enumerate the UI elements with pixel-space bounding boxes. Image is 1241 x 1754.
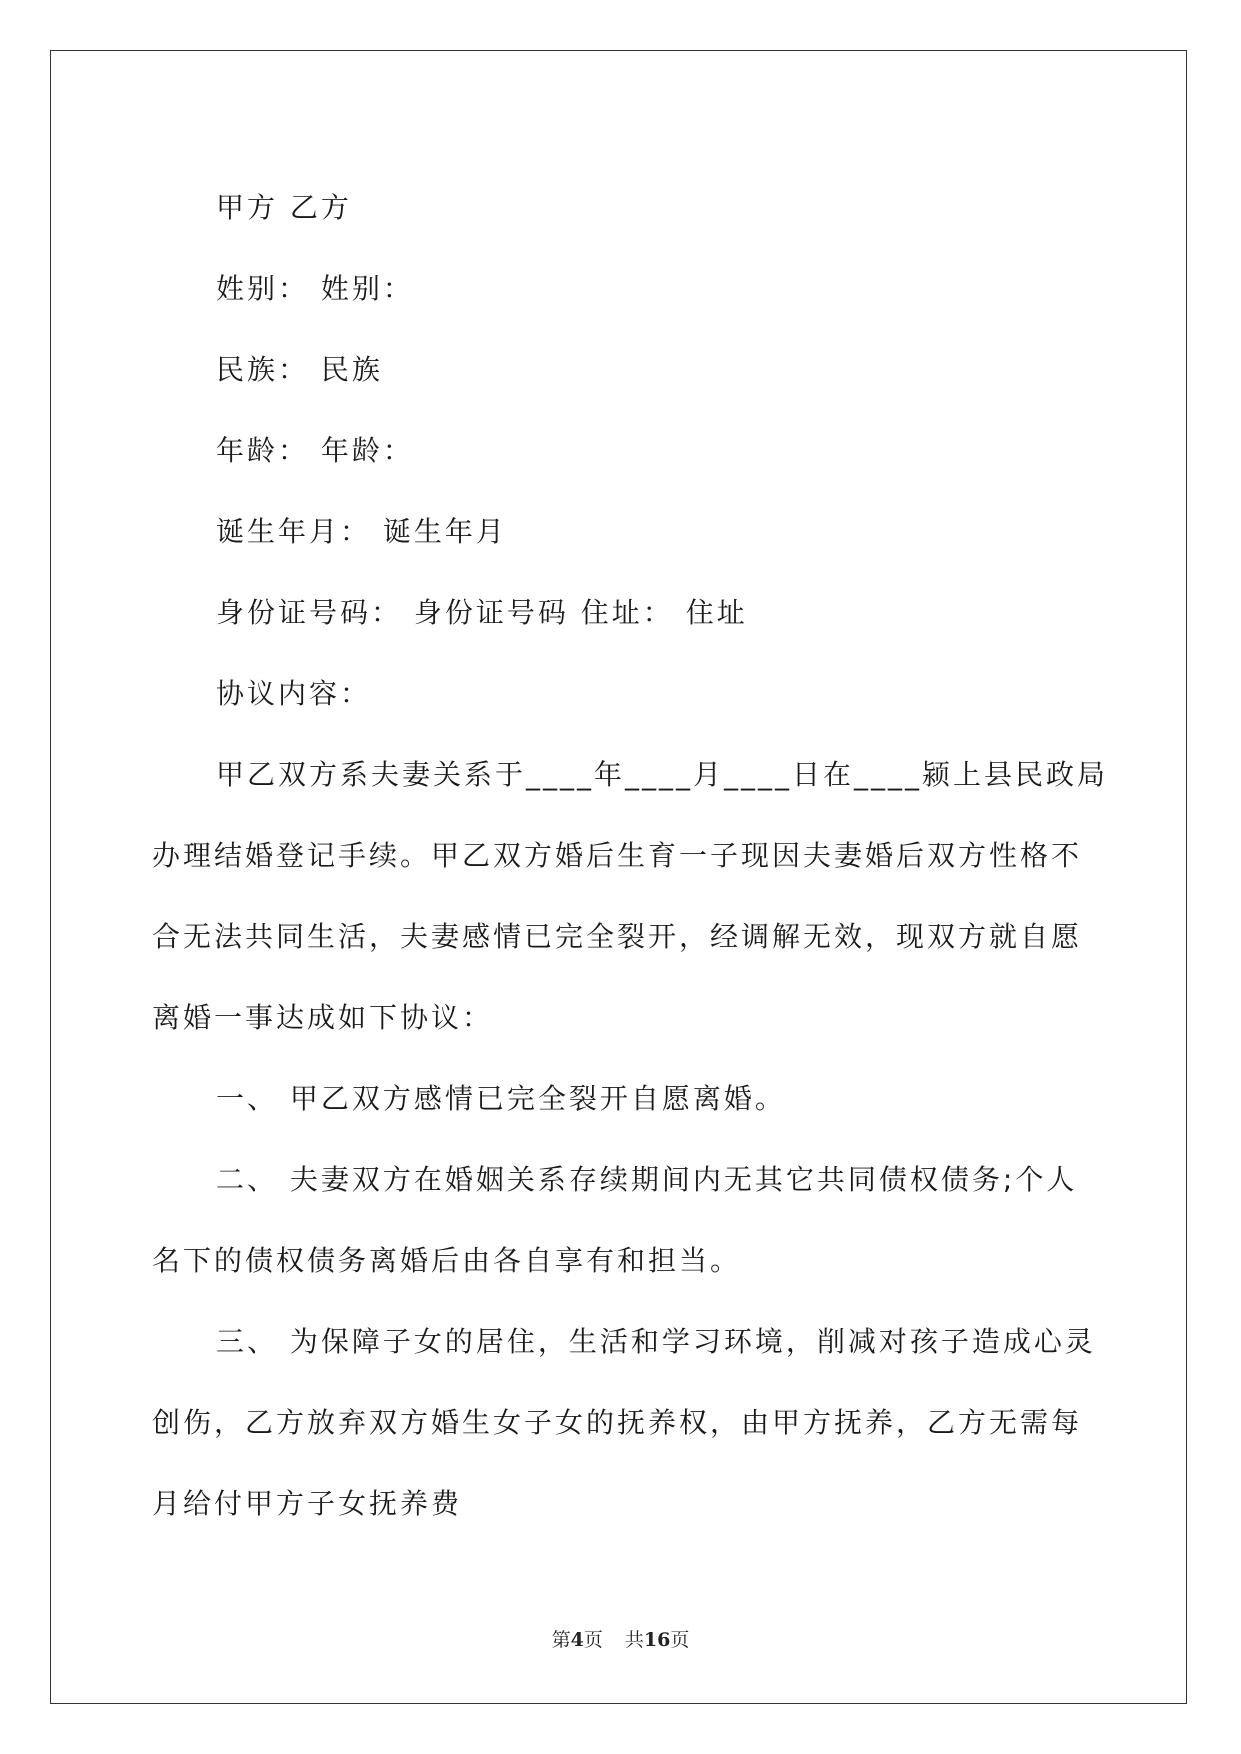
id-address-line: 身份证号码： 身份证号码 住址： 住址 xyxy=(216,596,748,629)
agreement-heading: 协议内容： xyxy=(216,677,372,710)
document-body xyxy=(152,167,1109,1544)
paragraph-intro-line-3: 合无法共同生活，夫妻感情已完全裂开，经调解无效，现双方就自愿 xyxy=(152,920,1083,953)
page-footer xyxy=(0,1625,1241,1652)
clause-3-line-2: 创伤，乙方放弃双方婚生女子女的抚养权，由甲方抚养，乙方无需每 xyxy=(152,1406,1083,1439)
clause-1: 一、 甲乙双方感情已完全裂开自愿离婚。 xyxy=(216,1082,786,1115)
clause-3-line-3: 月给付甲方子女抚养费 xyxy=(152,1487,463,1520)
gender-line: 姓别： 姓别： xyxy=(216,272,414,305)
total-unit: 页 xyxy=(670,1629,690,1651)
total-prefix: 共 xyxy=(624,1629,644,1651)
page-total: 16 xyxy=(643,1629,671,1651)
paragraph-intro-line-1: 甲乙双方系夫妻关系于____年____月____日在____颍上县民政局 xyxy=(216,758,1109,791)
page-prefix: 第 xyxy=(551,1629,571,1651)
party-header: 甲方 乙方 xyxy=(216,191,352,224)
birthdate-line: 诞生年月： 诞生年月 xyxy=(216,515,507,548)
page-current: 4 xyxy=(570,1629,584,1651)
paragraph-intro-line-2: 办理结婚登记手续。甲乙双方婚后生育一子现因夫妻婚后双方性格不 xyxy=(152,839,1083,872)
clause-2-line-1: 二、 夫妻双方在婚姻关系存续期间内无其它共同债权债务;个人 xyxy=(216,1163,1078,1196)
clause-3-line-1: 三、 为保障子女的居住，生活和学习环境，削减对孩子造成心灵 xyxy=(216,1325,1096,1358)
ethnicity-line: 民族： 民族 xyxy=(216,353,383,386)
age-line: 年龄： 年龄： xyxy=(216,434,414,467)
clause-2-line-2: 名下的债权债务离婚后由各自享有和担当。 xyxy=(152,1244,742,1277)
paragraph-intro-line-4: 离婚一事达成如下协议： xyxy=(152,1001,494,1034)
page-unit: 页 xyxy=(583,1629,603,1651)
